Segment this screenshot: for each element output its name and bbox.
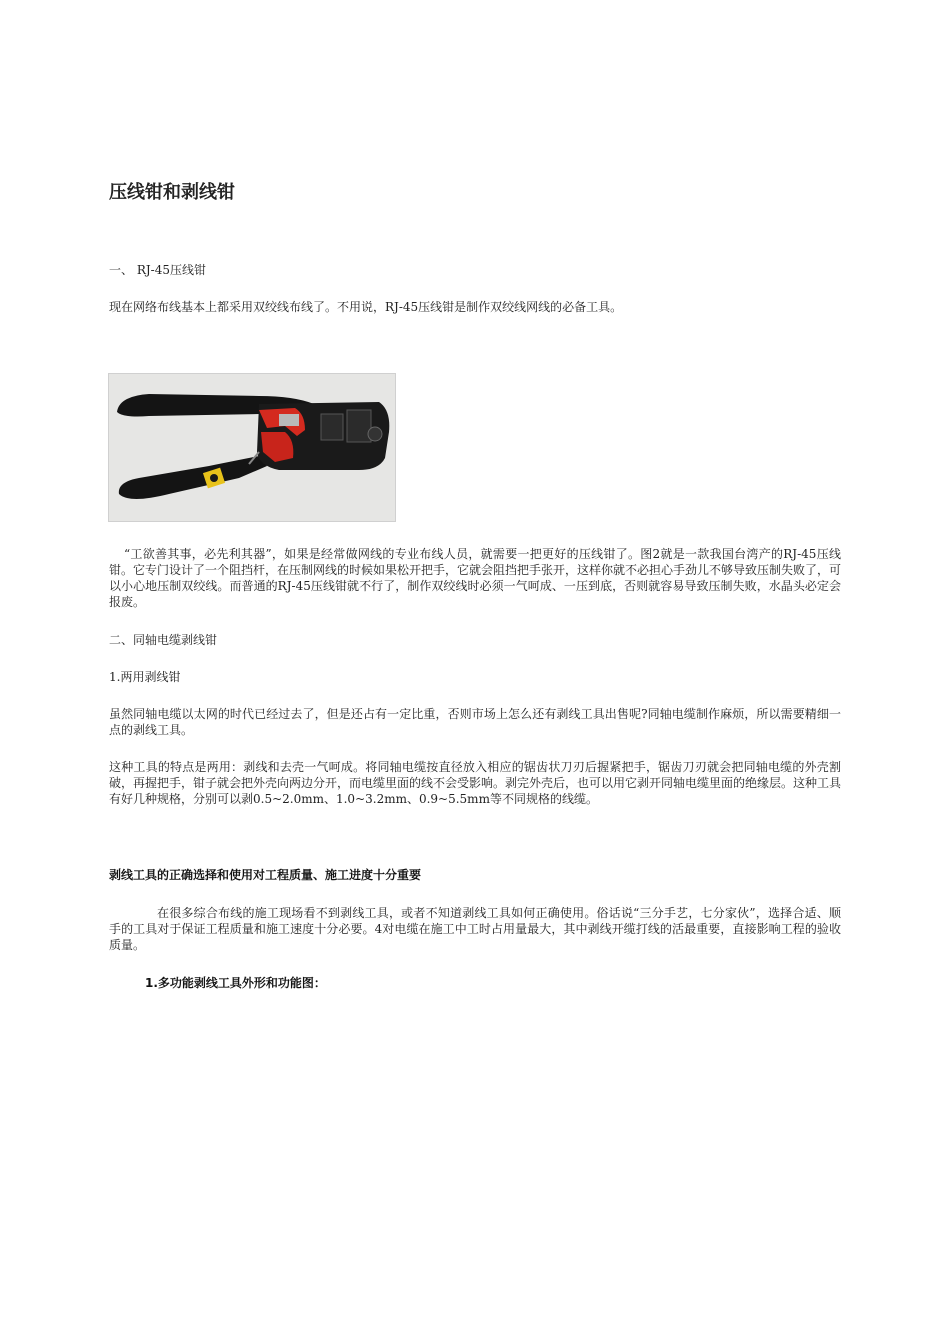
section2-paragraph-2: 这种工具的特点是两用：剥线和去壳一气呵成。将同轴电缆按直径放入相应的锯齿状刀刃后握紧把手，锯齿刀刃就会把同轴电缆的外壳割破，再握把手，钳子就会把外壳向两边分开，而电缆里面的线不会受影响。剥完外壳后，也可以用它剥开同轴电缆里面的绝缘层。这种工具有好几种规格，分别可以剥0.5~2.0mm、1.0~3.2mm、0.9~5.5mm等不同规格的线缆。	[109, 760, 842, 806]
section2-subheading: 1.两用剥线钳	[109, 670, 181, 684]
section3-paragraph: 在很多综合布线的施工现场看不到剥线工具，或者不知道剥线工具如何正确使用。俗话说“三分手艺，七分家伙”，选择合适、顺手的工具对于保证工程质量和施工速度十分必要。4对电缆在施工中工时占用量最大，其中剥线开缆打线的活最重要，直接影响工程的验收质量。	[109, 906, 841, 952]
crimping-tool-photo	[108, 373, 396, 522]
quote-paragraph: “工欲善其事，必先利其器”，如果是经常做网线的专业布线人员，就需要一把更好的压线钳了。图2就是一款我国台湾产的RJ-45压线钳。它专门设计了一个阻挡杆，在压制网线的时候如果松开把手，它就会阻挡把手张开，这样你就不必担心手劲儿不够导致压制失败了，可以小心地压制双绞线。而普通的RJ-45压线钳就不行了，制作双绞线时必须一气呵成、一压到底，否则就容易导致压制失败，水晶头必定会报废。	[109, 547, 842, 609]
crimper-illustration	[109, 374, 396, 522]
page-title: 压线钳和剥线钳	[109, 182, 235, 203]
section2-heading: 二、同轴电缆剥线钳	[109, 633, 218, 647]
section2-paragraph-1: 虽然同轴电缆以太网的时代已经过去了，但是还占有一定比重，否则市场上怎么还有剥线工具出售呢?同轴电缆制作麻烦，所以需要精细一点的剥线工具。	[109, 707, 841, 737]
section1-intro: 现在网络布线基本上都采用双绞线布线了。不用说，RJ-45压线钳是制作双绞线网线的必备工具。	[109, 300, 623, 314]
section3-heading: 剥线工具的正确选择和使用对工程质量、施工进度十分重要	[109, 868, 422, 882]
section3-item-1: 1.多功能剥线工具外形和功能图：	[145, 976, 326, 990]
section1-heading: 一、 RJ-45压线钳	[109, 263, 206, 277]
